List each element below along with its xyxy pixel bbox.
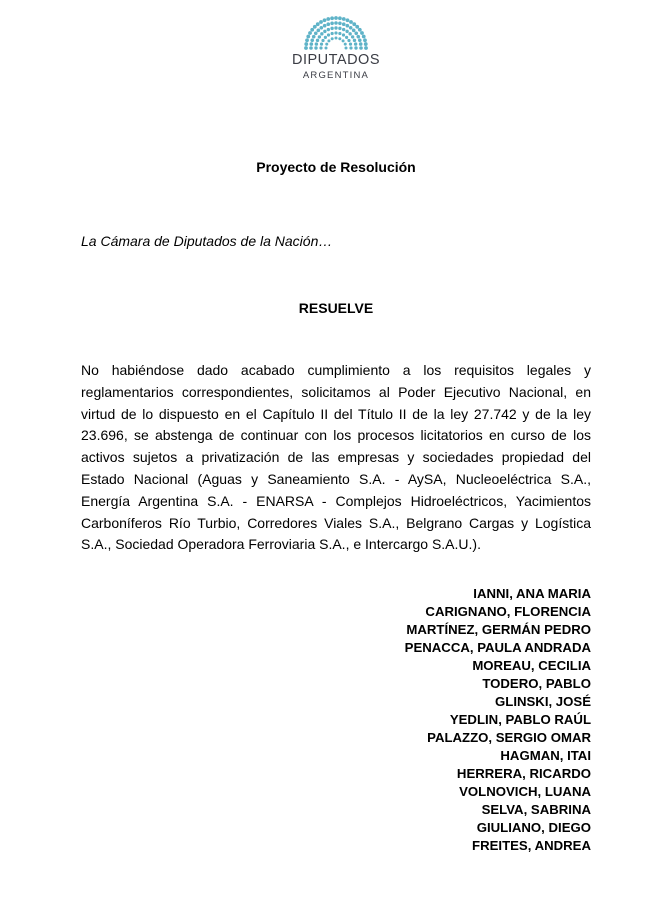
document-title: Proyecto de Resolución: [256, 159, 416, 175]
hemicycle-seat-dot: [321, 39, 324, 42]
hemicycle-icon: [296, 14, 376, 50]
hemicycle-seat-dot: [313, 25, 317, 29]
hemicycle-seat-dot: [323, 24, 327, 28]
hemicycle-seat-dot: [334, 16, 338, 20]
hemicycle-seat-dot: [354, 32, 358, 36]
hemicycle-seat-dot: [345, 30, 348, 33]
hemicycle-seat-dot: [309, 46, 313, 50]
hemicycle-seat-dot: [310, 28, 314, 32]
signatory-name: GLINSKI, JOSÉ: [495, 694, 591, 709]
diputados-logo: [286, 14, 386, 84]
hemicycle-seat-dot: [352, 22, 356, 26]
signatory-name: HAGMAN, ITAI: [500, 748, 591, 763]
hemicycle-seat-dot: [342, 22, 346, 26]
hemicycle-seat-dot: [359, 46, 363, 50]
signatory-name: TODERO, PABLO: [482, 676, 591, 691]
hemicycle-seat-dot: [349, 26, 353, 30]
hemicycle-seat-dot: [342, 39, 345, 42]
hemicycle-seat-dot: [349, 46, 352, 49]
hemicycle-seat-dot: [310, 38, 314, 42]
hemicycle-seat-dot: [318, 35, 321, 38]
hemicycle-seat-dot: [362, 35, 366, 39]
hemicycle-seat-dot: [320, 43, 323, 46]
hemicycle-seat-dot: [316, 22, 320, 26]
hemicycle-seat-dot: [326, 22, 330, 26]
hemicycle-seat-dot: [338, 32, 341, 35]
hemicycle-seat-dot: [345, 36, 348, 39]
hemicycle-seat-dot: [331, 37, 334, 40]
hemicycle-seat-dot: [330, 27, 333, 30]
hemicycle-seat-dot: [327, 39, 330, 42]
hemicycle-seat-dot: [304, 46, 308, 50]
hemicycle-seat-dot: [314, 32, 318, 36]
signatory-name: CARIGNANO, FLORENCIA: [425, 604, 591, 619]
hemicycle-seat-dot: [323, 18, 327, 22]
hemicycle-seat-dot: [338, 27, 341, 30]
hemicycle-seat-dot: [305, 38, 309, 42]
hemicycle-seat-dot: [355, 25, 359, 29]
hemicycle-seat-dot: [353, 39, 356, 42]
hemicycle-seat-dot: [346, 18, 350, 22]
hemicycle-seat-dot: [316, 39, 319, 42]
hemicycle-seat-dot: [354, 46, 357, 49]
hemicycle-seat-dot: [315, 42, 318, 45]
hemicycle-seat-dot: [320, 32, 323, 35]
hemicycle-seat-dot: [342, 33, 345, 36]
signatory-name: MARTÍNEZ, GERMÁN PEDRO: [406, 622, 591, 637]
hemicycle-seat-dot: [331, 32, 334, 35]
signatory-name: VOLNOVICH, LUANA: [459, 784, 591, 799]
signatory-name: PALAZZO, SERGIO OMAR: [427, 730, 591, 745]
hemicycle-seat-dot: [349, 43, 352, 46]
resolution-body: No habiéndose dado acabado cumplimiento a los requisitos legales y reglamentarios correspondientes, solicitamos al Poder Ejecutivo Nacional, en virtud de lo dispuesto en el Capítulo II del Título II de la ley 27.742 y de la ley 23.696, se abstenga de continuar con los procesos licitatorios en curso de los activos sujetos a privatización de las empresas y sociedades propiedad del Estado Nacional (Aguas y Saneamiento S.A. - AySA, Nucleoeléctrica S.A., Energía Argentina S.A. - ENARSA - Complejos Hidroeléctricos, Yacimientos Carboníferos Río Turbio, Corredores Viales S.A., Belgrano Cargas y Logística S.A., Sociedad Operadora Ferroviaria S.A., e Intercargo S.A.U.).: [81, 362, 591, 553]
hemicycle-seat-dot: [359, 42, 363, 46]
hemicycle-seat-dot: [324, 36, 327, 39]
hemicycle-seat-dot: [325, 47, 328, 50]
logo-name: DIPUTADOS: [291, 52, 381, 68]
hemicycle-seat-dot: [325, 43, 328, 46]
signatory-list: [405, 585, 591, 855]
hemicycle-seat-dot: [327, 33, 330, 36]
hemicycle-seat-dot: [358, 28, 362, 32]
hemicycle-seat-dot: [319, 46, 322, 49]
hemicycle-seat-dot: [358, 38, 362, 42]
hemicycle-seat-dot: [345, 47, 348, 50]
signatory-name: GIULIANO, DIEGO: [476, 820, 591, 835]
signatory-name: SELVA, SABRINA: [481, 802, 591, 817]
hemicycle-seat-dot: [334, 31, 337, 34]
hemicycle-seat-dot: [364, 42, 368, 46]
hemicycle-seat-dot: [348, 32, 351, 35]
hemicycle-seat-dot: [330, 16, 334, 20]
hemicycle-seat-dot: [323, 30, 326, 33]
hemicycle-seat-dot: [346, 24, 350, 28]
hemicycle-seat-dot: [314, 46, 317, 49]
hemicycle-seat-dot: [338, 22, 342, 26]
signatory-name: HERRERA, RICARDO: [456, 766, 591, 781]
hemicycle-seat-dot: [344, 43, 347, 46]
hemicycle-seat-dot: [354, 42, 357, 45]
hemicycle-seat-dot: [356, 35, 360, 39]
hemicycle-seat-dot: [351, 35, 354, 38]
hemicycle-seat-dot: [320, 26, 324, 30]
signatory-name: IANNI, ANA MARIA: [473, 586, 591, 601]
hemicycle-seat-dot: [360, 31, 364, 35]
signatory-name: YEDLIN, PABLO RAÚL: [449, 712, 591, 727]
hemicycle-seat-dot: [338, 16, 342, 20]
hemicycle-seat-dot: [352, 29, 356, 33]
hemicycle-seat-dot: [334, 21, 338, 25]
hemicycle-seat-dot: [308, 31, 312, 35]
hemicycle-seat-dot: [312, 35, 316, 39]
hemicycle-seat-dot: [319, 20, 323, 24]
hemicycle-seat-dot: [304, 42, 308, 46]
hemicycle-seat-dot: [349, 20, 353, 24]
hemicycle-seat-dot: [326, 17, 330, 21]
resolve-heading: RESUELVE: [298, 300, 374, 316]
hemicycle-seat-dot: [317, 29, 321, 33]
hemicycle-seat-dot: [338, 37, 341, 40]
signatory-name: FREITES, ANDREA: [472, 838, 591, 853]
hemicycle-seat-dot: [306, 35, 310, 39]
chamber-line: La Cámara de Diputados de la Nación…: [81, 233, 333, 249]
hemicycle-seat-dot: [327, 28, 330, 31]
hemicycle-seat-dot: [342, 28, 345, 31]
hemicycle-seat-dot: [334, 26, 337, 29]
hemicycle-seat-dot: [363, 38, 367, 42]
signatory-name: MOREAU, CECILIA: [472, 658, 591, 673]
hemicycle-seat-dot: [335, 37, 338, 40]
hemicycle-seat-dot: [330, 22, 334, 26]
hemicycle-seat-dot: [310, 42, 314, 46]
logo-subtitle: ARGENTINA: [302, 70, 370, 81]
hemicycle-seat-dot: [342, 17, 346, 21]
hemicycle-seat-dot: [347, 39, 350, 42]
signatory-name: PENACCA, PAULA ANDRADA: [404, 640, 591, 655]
hemicycle-seat-dot: [364, 46, 368, 50]
